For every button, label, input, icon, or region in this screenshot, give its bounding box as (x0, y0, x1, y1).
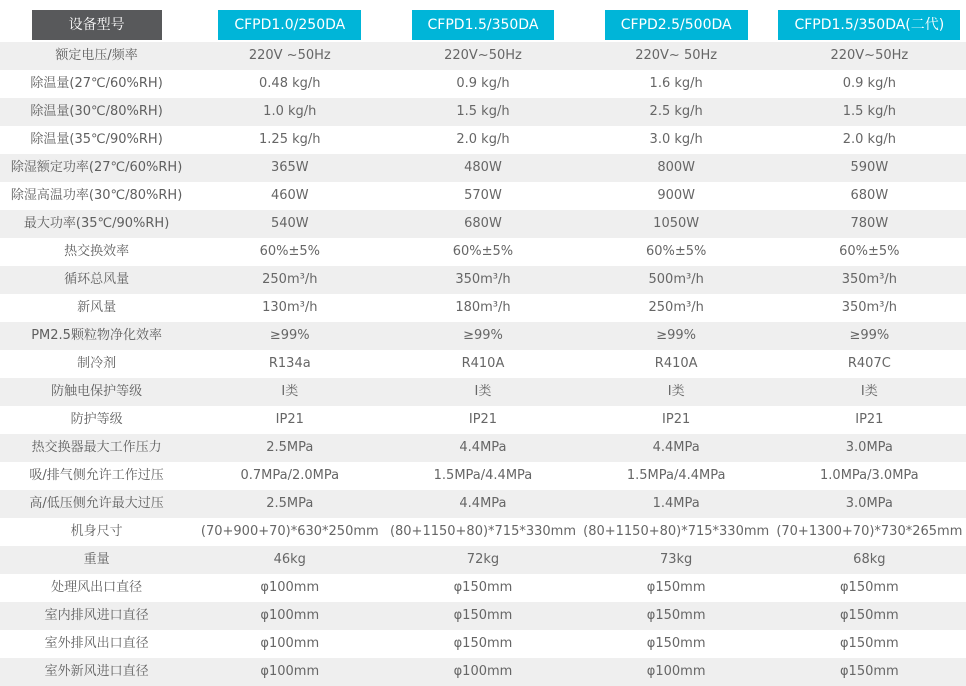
table-row (0, 70, 966, 98)
device-model-header: 设备型号 (32, 10, 162, 40)
cell-value: Ⅰ类 (474, 384, 492, 399)
cell-value: φ100mm (260, 608, 320, 623)
cell-value: IP21 (275, 412, 304, 427)
table-row (0, 658, 966, 686)
row-label: 防触电保护等级 (51, 384, 143, 399)
table-row (0, 602, 966, 630)
model-header: CFPD1.0/250DA (218, 10, 361, 40)
cell-value: 4.4MPa (652, 440, 700, 455)
cell-value: 460W (270, 188, 309, 203)
row-label: 新风量 (77, 300, 117, 315)
cell-value: ≥99% (656, 328, 697, 343)
cell-value: 220V~50Hz (830, 48, 909, 63)
model-header-cell (773, 10, 966, 40)
cell-value: φ100mm (453, 664, 513, 679)
cell-value: 1.25 kg/h (259, 132, 321, 147)
table-row (0, 630, 966, 658)
row-label: 室外新风进口直径 (44, 664, 149, 679)
cell-value: 1.6 kg/h (649, 76, 703, 91)
cell-value: 0.7MPa/2.0MPa (240, 468, 340, 483)
row-label: 吸/排气侧允许工作过压 (29, 468, 164, 483)
cell-value: 0.9 kg/h (842, 76, 896, 91)
model-header: CFPD1.5/350DA(二代) (778, 10, 960, 40)
table-row (0, 350, 966, 378)
cell-value: (80+1150+80)*715*330mm (583, 524, 770, 539)
cell-value: φ100mm (646, 664, 706, 679)
cell-value: 60%±5% (839, 244, 900, 259)
cell-value: φ150mm (453, 608, 513, 623)
cell-value: φ100mm (260, 664, 320, 679)
table-row (0, 238, 966, 266)
cell-value: 500m³/h (648, 272, 704, 287)
table-row (0, 98, 966, 126)
cell-value: IP21 (855, 412, 884, 427)
cell-value: 2.0 kg/h (842, 132, 896, 147)
cell-value: 3.0 kg/h (649, 132, 703, 147)
cell-value: 540W (270, 216, 309, 231)
cell-value: 72kg (466, 552, 500, 567)
table-row (0, 518, 966, 546)
cell-value: R410A (461, 356, 505, 371)
cell-value: φ150mm (453, 636, 513, 651)
cell-value: 68kg (853, 552, 886, 567)
cell-value: 180m³/h (455, 300, 511, 315)
model-header: CFPD2.5/500DA (605, 10, 748, 40)
row-label: 除温量(27℃/60%RH) (30, 76, 163, 91)
row-label: 机身尺寸 (70, 524, 123, 539)
cell-value: φ100mm (260, 580, 320, 595)
row-label: 除湿额定功率(27℃/60%RH) (10, 160, 183, 175)
row-label: 热交换效率 (64, 244, 130, 259)
device-model-header-cell (0, 10, 193, 40)
cell-value: φ150mm (839, 636, 899, 651)
cell-value: 250m³/h (262, 272, 318, 287)
table-row (0, 406, 966, 434)
table-row (0, 182, 966, 210)
cell-value: 680W (850, 188, 889, 203)
table-row (0, 490, 966, 518)
model-header: CFPD1.5/350DA (412, 10, 555, 40)
table-row (0, 546, 966, 574)
cell-value: 1.4MPa (652, 496, 700, 511)
cell-value: 3.0MPa (845, 440, 893, 455)
cell-value: 1.5MPa/4.4MPa (626, 468, 726, 483)
cell-value: 900W (657, 188, 695, 203)
cell-value: 1.5MPa/4.4MPa (433, 468, 533, 483)
cell-value: φ150mm (646, 636, 706, 651)
cell-value: 480W (464, 160, 502, 175)
cell-value: 220V~ 50Hz (635, 48, 718, 63)
cell-value: ≥99% (269, 328, 310, 343)
cell-value: 46kg (273, 552, 306, 567)
row-label: 防护等级 (70, 412, 123, 427)
table-row (0, 154, 966, 182)
cell-value: 250m³/h (648, 300, 704, 315)
cell-value: IP21 (468, 412, 498, 427)
row-label: 除温量(35℃/90%RH) (30, 132, 163, 147)
cell-value: 2.5MPa (266, 496, 314, 511)
cell-value: 60%±5% (259, 244, 320, 259)
cell-value: 2.5 kg/h (649, 104, 703, 119)
cell-value: (70+900+70)*630*250mm (200, 524, 379, 539)
cell-value: 1.5 kg/h (456, 104, 510, 119)
table-row (0, 378, 966, 406)
cell-value: 3.0MPa (845, 496, 893, 511)
cell-value: φ150mm (839, 608, 899, 623)
row-label: 循环总风量 (64, 272, 130, 287)
row-label: 额定电压/频率 (55, 48, 138, 63)
cell-value: 60%±5% (645, 244, 707, 259)
cell-value: 1.0 kg/h (263, 104, 317, 119)
cell-value: 60%±5% (452, 244, 514, 259)
table-row (0, 294, 966, 322)
row-label: 重量 (83, 552, 110, 567)
row-label: 室内排风进口直径 (44, 608, 149, 623)
cell-value: 1050W (653, 216, 700, 231)
cell-value: ≥99% (849, 328, 890, 343)
cell-value: R410A (654, 356, 698, 371)
cell-value: 570W (464, 188, 502, 203)
cell-value: φ150mm (839, 580, 899, 595)
cell-value: 365W (270, 160, 309, 175)
cell-value: 220V~50Hz (444, 48, 522, 63)
cell-value: 590W (850, 160, 889, 175)
cell-value: 0.9 kg/h (456, 76, 510, 91)
cell-value: 780W (850, 216, 889, 231)
model-header-cell (580, 10, 773, 40)
row-label: 制冷剂 (77, 356, 117, 371)
row-label: 最大功率(35℃/90%RH) (23, 216, 170, 231)
cell-value: (80+1150+80)*715*330mm (389, 524, 576, 539)
row-label: 高/低压侧允许最大过压 (29, 496, 164, 511)
row-label: 热交换器最大工作压力 (31, 440, 162, 455)
cell-value: 350m³/h (841, 272, 897, 287)
cell-value: φ150mm (646, 608, 706, 623)
table-header-row (0, 0, 966, 42)
table-row (0, 210, 966, 238)
table-row (0, 126, 966, 154)
cell-value: φ150mm (839, 664, 899, 679)
cell-value: 2.0 kg/h (456, 132, 510, 147)
cell-value: 0.48 kg/h (259, 76, 321, 91)
cell-value: 73kg (659, 552, 693, 567)
row-label: PM2.5颗粒物净化效率 (31, 328, 162, 343)
cell-value: φ150mm (453, 580, 513, 595)
cell-value: 220V ~50Hz (248, 48, 331, 63)
cell-value: 1.0MPa/3.0MPa (820, 468, 919, 483)
cell-value: 680W (464, 216, 502, 231)
cell-value: ≥99% (463, 328, 503, 343)
cell-value: 1.5 kg/h (842, 104, 896, 119)
row-label: 处理风出口直径 (51, 580, 143, 595)
model-header-cell (193, 10, 386, 40)
cell-value: 350m³/h (455, 272, 511, 287)
row-label: 除湿高温功率(30℃/80%RH) (10, 188, 183, 203)
row-label: 室外排风出口直径 (44, 636, 149, 651)
table-row (0, 266, 966, 294)
row-label: 除温量(30℃/80%RH) (30, 104, 163, 119)
table-row (0, 42, 966, 70)
cell-value: 4.4MPa (459, 440, 507, 455)
table-row (0, 574, 966, 602)
cell-value: φ150mm (646, 580, 706, 595)
cell-value: 350m³/h (841, 300, 897, 315)
cell-value: 2.5MPa (266, 440, 314, 455)
cell-value: 4.4MPa (459, 496, 507, 511)
cell-value: 800W (657, 160, 695, 175)
cell-value: R134a (268, 356, 311, 371)
cell-value: R407C (847, 356, 891, 371)
cell-value: Ⅰ类 (281, 384, 299, 399)
model-header-cell (386, 10, 579, 40)
table-row (0, 322, 966, 350)
table-row (0, 462, 966, 490)
cell-value: IP21 (662, 412, 691, 427)
cell-value: Ⅰ类 (667, 384, 685, 399)
cell-value: φ100mm (260, 636, 320, 651)
cell-value: Ⅰ类 (860, 384, 878, 399)
table-row (0, 434, 966, 462)
cell-value: 130m³/h (262, 300, 318, 315)
cell-value: (70+1300+70)*730*265mm (776, 524, 963, 539)
